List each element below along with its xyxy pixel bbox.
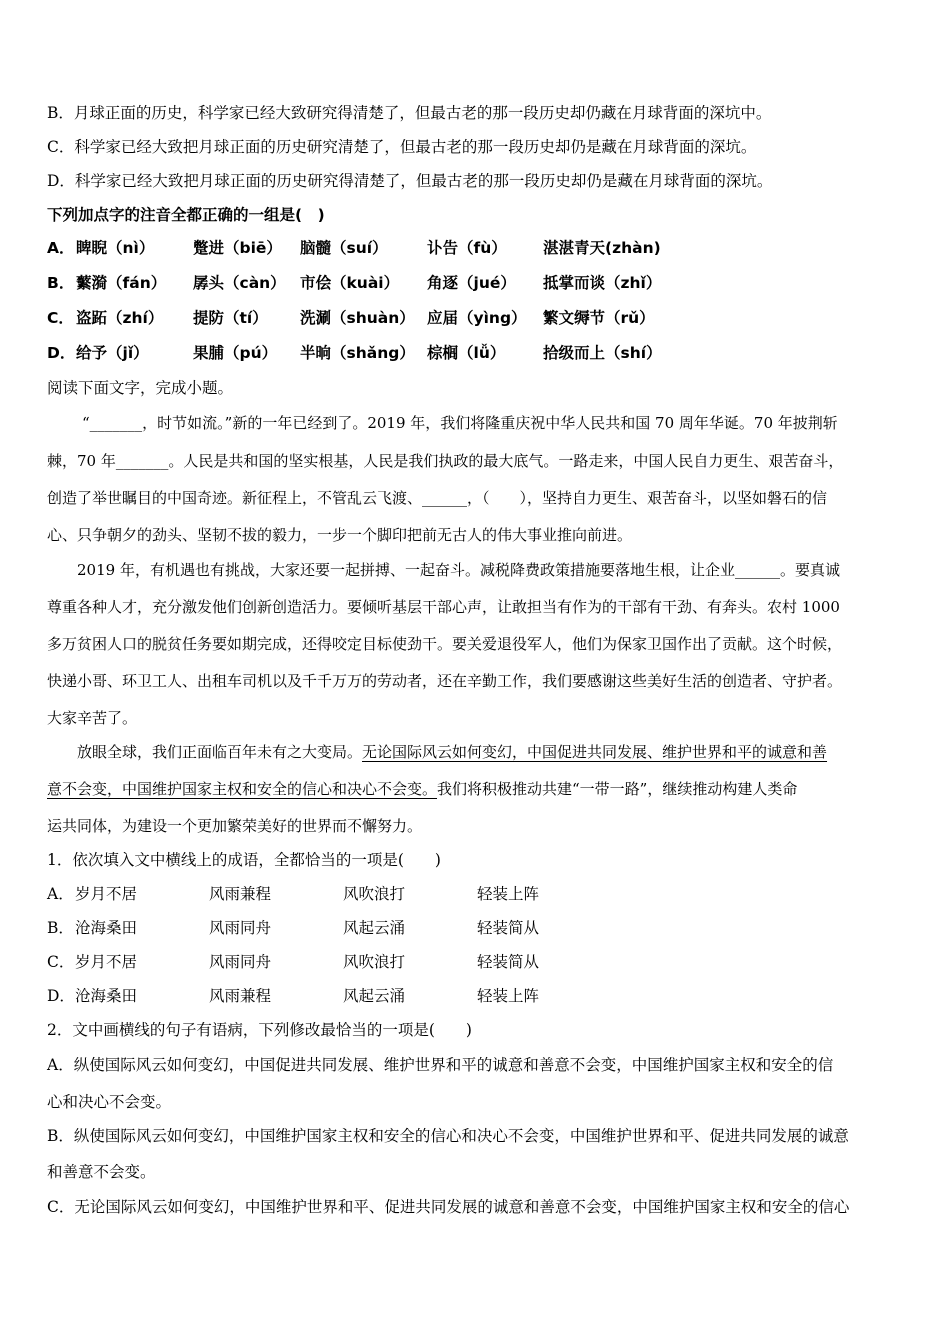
row-label: B． <box>47 274 75 292</box>
passage-p2-line: 尊重各种人才，充分激发他们创新创造活力。要倾听基层干部心声，让敢担当有作为的干部有干劲、有奔头。农村 1000 <box>47 598 840 616</box>
q1-option-item: 风雨兼程 <box>209 987 272 1005</box>
passage-p2-line: 快递小哥、环卫工人、出租车司机以及千千万万的劳动者，还在辛勤工作，我们要感谢这些美好生活的创造者、守护者。 <box>47 672 843 690</box>
passage-p3-line: 运共同体，为建设一个更加繁荣美好的世界而不懈努力。 <box>47 817 423 835</box>
passage-p2-line: 大家辛苦了。 <box>47 709 138 727</box>
underlined-sentence: 意不会变，中国维护国家主权和安全的信心和决心不会变。 <box>47 780 438 798</box>
passage-text: 我们将积极推动共建“一带一路”，继续推动构建人类命 <box>437 780 798 798</box>
q1-option-item: 风起云涌 <box>343 919 406 937</box>
option-b-text: B．月球正面的历史，科学家已经大致研究得清楚了，但最古老的那一段历史却仍藏在月球背面的深坑中。 <box>47 104 772 122</box>
q1-option-item: 轻装上阵 <box>477 885 540 903</box>
pinyin-item: 繁文缛节（rǔ） <box>543 309 655 327</box>
pinyin-item: 半晌（shǎng） <box>300 344 415 362</box>
q1-option-item: 风雨同舟 <box>209 919 272 937</box>
q1-option-item: 风雨同舟 <box>209 953 272 971</box>
q1-option-item: 轻装简从 <box>477 953 540 971</box>
pinyin-item: 讣告（fù） <box>427 239 507 257</box>
q2-stem: 2．文中画横线的句子有语病，下列修改最恰当的一项是( ) <box>47 1021 472 1039</box>
pinyin-item: 给予（jǐ） <box>76 344 149 362</box>
passage-p3-line <box>47 779 908 799</box>
q1-option-label: C． <box>47 953 75 971</box>
pinyin-item: 睥睨（nì） <box>76 239 155 257</box>
option-c-text: C．科学家已经大致把月球正面的历史研究清楚了，但最古老的那一段历史却仍是藏在月球背面的深坑。 <box>47 138 757 156</box>
q1-option-label: B． <box>47 919 74 937</box>
pinyin-item: 提防（tí） <box>193 309 268 327</box>
passage-p1-line: 心、只争朝夕的劲头、坚韧不拔的毅力，一步一个脚印把前无古人的伟大事业推向前进。 <box>47 526 633 544</box>
pinyin-item: 蘩漪（fán） <box>76 274 167 292</box>
passage-p3-line <box>77 742 908 762</box>
passage-p1-line: 棘，70 年_______。人民是共和国的坚实根基，人民是我们执政的最大底气。一路走来，中国人民自力更生、艰苦奋斗， <box>47 452 844 470</box>
q1-option-item: 轻装简从 <box>477 919 540 937</box>
passage-p1-line: “_______，时节如流。”新的一年已经到了。2019 年，我们将隆重庆祝中华人民共和国 70 周年华诞。70 年披荆斩 <box>82 414 838 432</box>
pinyin-question-stem: 下列加点字的注音全都正确的一组是( ) <box>47 206 325 224</box>
q1-option-label: D． <box>47 987 75 1005</box>
q1-option-item: 岁月不居 <box>75 885 138 903</box>
passage-text: 放眼全球，我们正面临百年未有之大变局。 <box>77 743 363 761</box>
row-label: A． <box>47 239 75 257</box>
underlined-sentence: 无论国际风云如何变幻，中国促进共同发展、维护世界和平的诚意和善 <box>362 743 828 761</box>
pinyin-item: 湛湛青天(zhàn) <box>543 239 661 257</box>
pinyin-item: 盗跖（zhí） <box>76 309 164 327</box>
pinyin-item: 应届（yìng） <box>427 309 527 327</box>
q1-option-item: 风雨兼程 <box>209 885 272 903</box>
pinyin-item: 孱头（càn） <box>193 274 286 292</box>
passage-p2-line: 2019 年，有机遇也有挑战，大家还要一起拼搏、一起奋斗。减税降费政策措施要落地生根，让企业______。要真诚 <box>77 561 840 579</box>
pinyin-item: 市侩（kuài） <box>300 274 400 292</box>
q2-option-a-line: 心和决心不会变。 <box>47 1093 172 1111</box>
option-d-text: D．科学家已经大致把月球正面的历史研究得清楚了，但最古老的那一段历史却仍是藏在月球背面的深坑。 <box>47 172 773 190</box>
q2-option-c-line: C．无论国际风云如何变幻，中国维护世界和平、促进共同发展的诚意和善意不会变，中国维护国家主权和安全的信心 <box>47 1198 850 1216</box>
pinyin-item: 角逐（jué） <box>427 274 516 292</box>
q1-option-item: 沧海桑田 <box>75 987 138 1005</box>
q1-option-item: 风起云涌 <box>343 987 406 1005</box>
pinyin-item: 洗涮（shuàn） <box>300 309 415 327</box>
passage-p1-line: 创造了举世瞩目的中国奇迹。新征程上，不管乱云飞渡、______，（ ），坚持自力更生、艰苦奋斗，以坚如磐石的信 <box>47 489 828 507</box>
pinyin-item: 脑髓（suí） <box>300 239 388 257</box>
q1-option-item: 轻装上阵 <box>477 987 540 1005</box>
q2-option-a-line: A．纵使国际风云如何变幻，中国促进共同发展、维护世界和平的诚意和善意不会变，中国维护国家主权和安全的信 <box>47 1056 834 1074</box>
q1-option-item: 风吹浪打 <box>343 885 406 903</box>
q1-option-item: 岁月不居 <box>75 953 138 971</box>
passage-p2-line: 多万贫困人口的脱贫任务要如期完成，还得咬定目标使劲干。要关爱退役军人，他们为保家卫国作出了贡献。这个时候， <box>47 635 843 653</box>
pinyin-item: 抵掌而谈（zhǐ） <box>543 274 662 292</box>
q2-option-b-line: 和善意不会变。 <box>47 1163 156 1181</box>
pinyin-item: 拾级而上（shí） <box>543 344 662 362</box>
row-label: D． <box>47 344 76 362</box>
q1-option-label: A． <box>47 885 74 903</box>
pinyin-item: 果脯（pú） <box>193 344 278 362</box>
pinyin-item: 蹩进（biē） <box>193 239 282 257</box>
reading-intro: 阅读下面文字，完成小题。 <box>47 379 234 397</box>
q1-option-item: 风吹浪打 <box>343 953 406 971</box>
pinyin-item: 棕榈（lǚ） <box>427 344 506 362</box>
row-label: C． <box>47 309 74 327</box>
q2-option-b-line: B．纵使国际风云如何变幻，中国维护国家主权和安全的信心和决心不会变，中国维护世界和平、促进共同发展的诚意 <box>47 1127 849 1145</box>
q1-stem: 1．依次填入文中横线上的成语，全都恰当的一项是( ) <box>47 851 441 869</box>
q1-option-item: 沧海桑田 <box>75 919 138 937</box>
